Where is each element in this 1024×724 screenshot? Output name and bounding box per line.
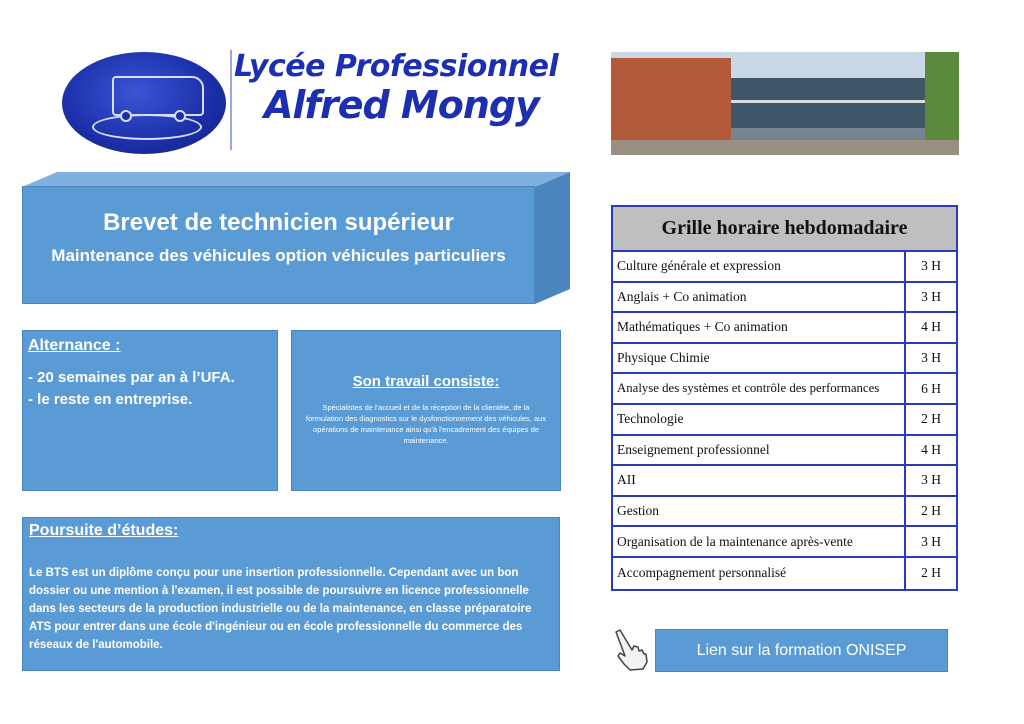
subject-cell: Accompagnement personnalisé — [613, 558, 906, 589]
title-banner — [22, 186, 535, 304]
hours-cell: 3 H — [921, 258, 941, 274]
table-row — [613, 374, 956, 405]
poursuite-text: Le BTS est un diplôme conçu pour une insertion professionnelle. Cependant avec un bon dossier ou une mention à l'examen, il est possible de poursuivre en licence professionnelle dans les secteurs de la production industrielle ou de la maintenance, en classe préparatoire ATS pour entrer dans une école d'ingénieur ou en école professionnelle du commerce des réseaux de l'automobile. — [29, 567, 532, 651]
travail-box — [291, 330, 561, 491]
subject-cell: Analyse des systèmes et contrôle des performances — [613, 374, 906, 403]
table-row — [613, 558, 956, 589]
table-row — [613, 313, 956, 344]
hours-cell: 3 H — [921, 472, 941, 488]
subject-cell: Technologie — [613, 405, 906, 434]
hours-cell: 2 H — [921, 565, 941, 581]
hours-cell: 3 H — [921, 533, 941, 549]
logo-line-2: Alfred Mongy — [264, 83, 539, 127]
banner-title: Brevet de technicien supérieur — [103, 209, 454, 236]
subject-cell: Organisation de la maintenance après-vente — [613, 527, 906, 556]
logo-line-1: Lycée Professionnel — [234, 49, 559, 84]
poursuite-heading: Poursuite d’études: — [29, 522, 179, 539]
hours-cell: 3 H — [921, 288, 941, 304]
school-building-photo — [611, 52, 959, 155]
timetable-title: Grille horaire hebdomadaire — [613, 207, 956, 252]
banner-subtitle: Maintenance des véhicules option véhicules particuliers — [51, 246, 506, 265]
hours-cell: 4 H — [921, 441, 941, 457]
hours-cell: 4 H — [921, 319, 941, 335]
table-row — [613, 405, 956, 436]
travail-text: Spécialistes de l'accueil et de la réception de la clientèle, de la formulation des diagnostics sur le dysfonctionnement des véhicules, aux opérations de maintenance ainsi qu'à l'encadrement des équipes de maintenance. — [305, 403, 547, 445]
subject-cell: Enseignement professionnel — [613, 436, 906, 465]
table-row — [613, 527, 956, 558]
alternance-box — [22, 330, 278, 491]
table-row — [613, 436, 956, 467]
onisep-link-button[interactable]: Lien sur la formation ONISEP — [655, 629, 948, 672]
logo-divider — [230, 50, 232, 150]
banner-side-face — [535, 172, 570, 304]
banner-top-face — [22, 172, 570, 187]
alternance-heading: Alternance : — [28, 337, 121, 354]
poursuite-box — [22, 517, 560, 671]
hours-cell: 2 H — [921, 411, 941, 427]
subject-cell: Physique Chimie — [613, 344, 906, 373]
hours-cell: 6 H — [921, 380, 941, 396]
alternance-line: - 20 semaines par an à l’UFA. — [28, 369, 235, 386]
table-row — [613, 497, 956, 528]
subject-cell: Culture générale et expression — [613, 252, 906, 281]
alternance-line: - le reste en entreprise. — [28, 391, 193, 408]
subject-cell: Mathématiques + Co animation — [613, 313, 906, 342]
subject-cell: AII — [613, 466, 906, 495]
travail-heading: Son travail consiste: — [352, 373, 500, 390]
table-row — [613, 283, 956, 314]
table-row — [613, 466, 956, 497]
timetable — [611, 205, 958, 591]
hours-cell: 2 H — [921, 503, 941, 519]
table-row — [613, 252, 956, 283]
pointing-hand-icon — [610, 628, 650, 672]
subject-cell: Gestion — [613, 497, 906, 526]
table-row — [613, 344, 956, 375]
school-logo-text — [234, 49, 559, 127]
hours-cell: 3 H — [921, 350, 941, 366]
school-logo-truck-icon — [62, 52, 226, 154]
subject-cell: Anglais + Co animation — [613, 283, 906, 312]
